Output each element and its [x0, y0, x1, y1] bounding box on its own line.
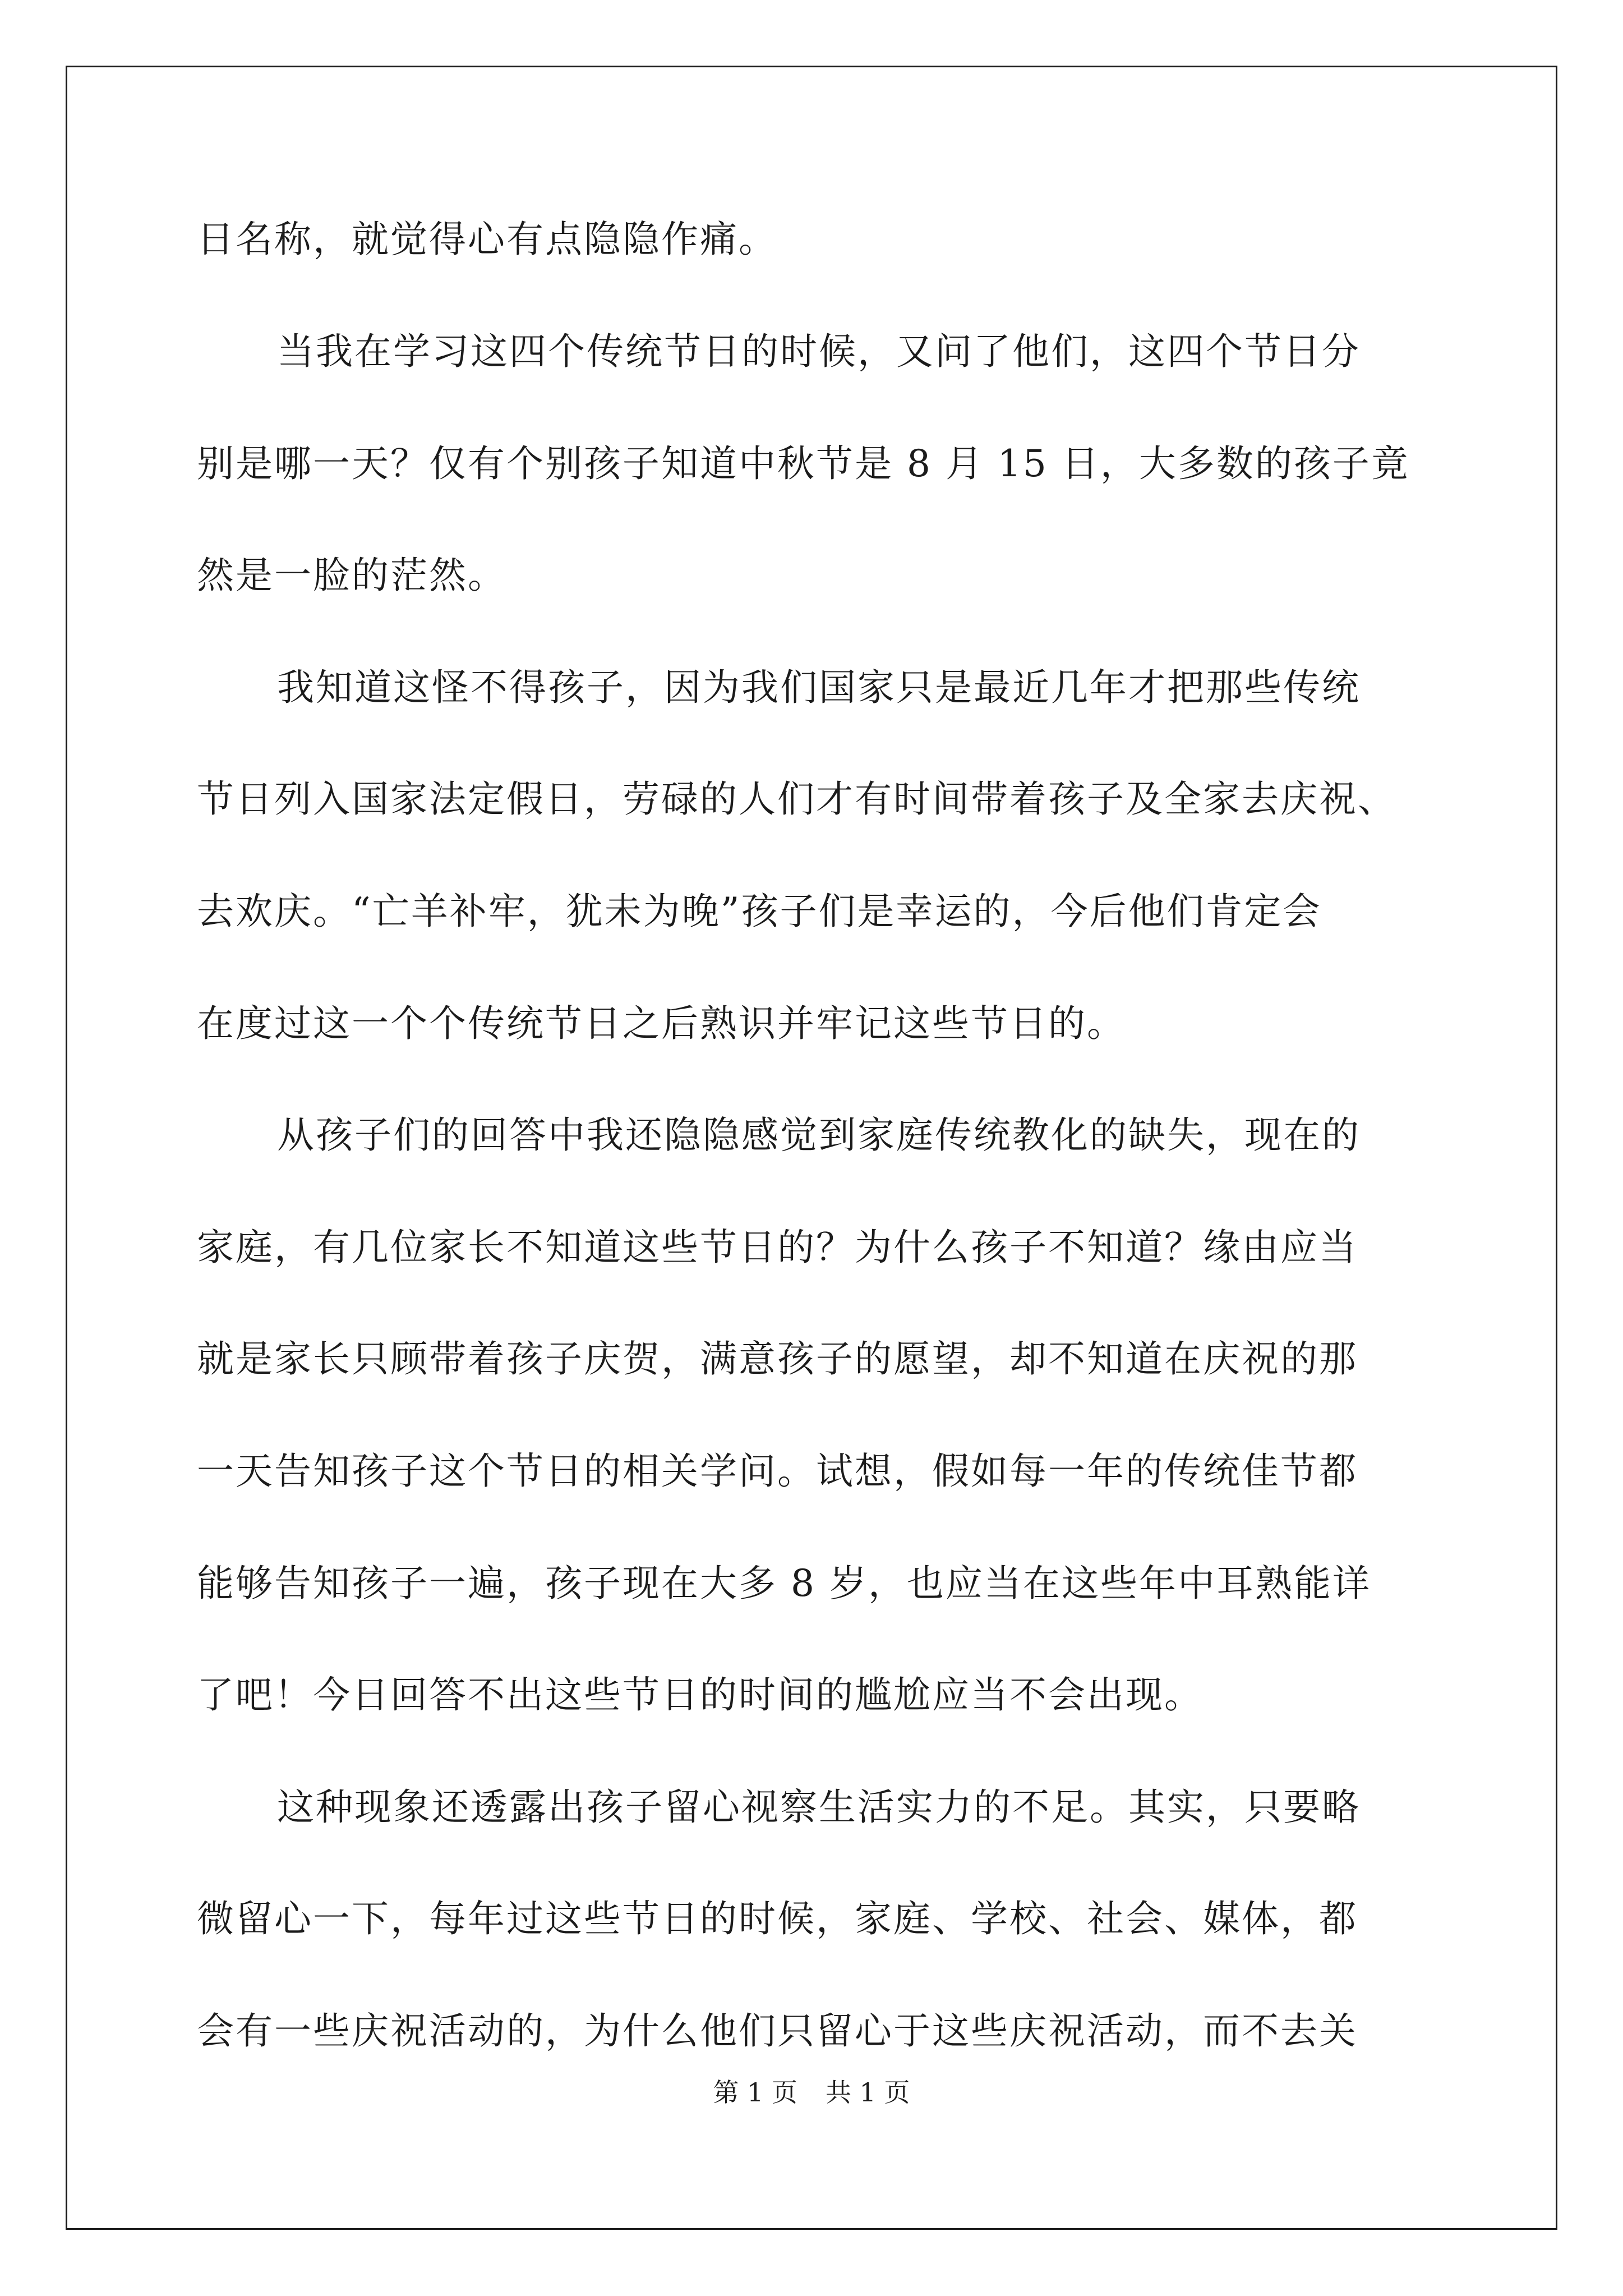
text-line: 日名称，就觉得心有点隐隐作痛。 [197, 218, 777, 261]
text-line: 然是一脸的茫然。 [197, 554, 506, 597]
text-line: 别是哪一天？仅有个别孩子知道中秋节是 8 月 15 日，大多数的孩子竟 [197, 442, 1410, 485]
text-line: 微留心一下，每年过这些节日的时候，家庭、学校、社会、媒体，都 [197, 1897, 1358, 1940]
text-line: 这种现象还透露出孩子留心视察生活实力的不足。其实，只要略 [277, 1786, 1361, 1829]
text-line: 从孩子们的回答中我还隐隐感觉到家庭传统教化的缺失，现在的 [277, 1114, 1361, 1157]
text-line: 会有一些庆祝活动的，为什么他们只留心于这些庆祝活动，而不去关 [197, 2009, 1358, 2053]
text-line: 家庭，有几位家长不知道这些节日的？为什么孩子不知道？缘由应当 [197, 1226, 1358, 1269]
page-number: 第 1 页 [713, 2077, 797, 2108]
page-total: 共 1 页 [826, 2077, 910, 2108]
text-line: 在度过这一个个传统节日之后熟识并牢记这些节日的。 [197, 1002, 1126, 1045]
text-line: 了吧！今日回答不出这些节日的时间的尴尬应当不会出现。 [197, 1673, 1203, 1717]
text-line: 我知道这怪不得孩子，因为我们国家只是最近几年才把那些传统 [277, 666, 1361, 709]
text-line: 就是家长只顾带着孩子庆贺，满意孩子的愿望，却不知道在庆祝的那 [197, 1337, 1358, 1381]
text-line: 节日列入国家法定假日，劳碌的人们才有时间带着孩子及全家去庆祝、 [197, 777, 1396, 821]
text-line: 能够告知孩子一遍，孩子现在大多 8 岁，也应当在这些年中耳熟能详 [197, 1562, 1371, 1605]
text-line: 当我在学习这四个传统节日的时候，又问了他们，这四个节日分 [277, 330, 1361, 373]
text-line: 一天告知孩子这个节日的相关学问。试想，假如每一年的传统佳节都 [197, 1450, 1358, 1493]
text-line: 去欢庆。“亡羊补牢，犹未为晚”孩子们是幸运的，今后他们肯定会 [197, 890, 1322, 933]
page-footer [0, 2076, 1623, 2109]
